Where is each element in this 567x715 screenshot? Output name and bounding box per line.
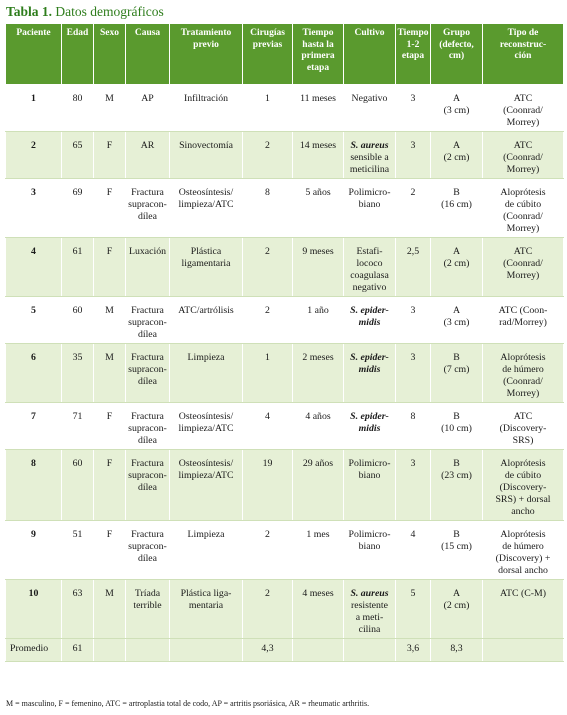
cell-grupo: A (2 cm) bbox=[431, 132, 483, 179]
table-body bbox=[6, 85, 564, 662]
cell-tiempo12: 2 bbox=[396, 179, 431, 238]
cell-sexo: F bbox=[94, 450, 126, 521]
avg-empty bbox=[170, 639, 243, 662]
header-grupo: Grupo (defecto, cm) bbox=[431, 24, 483, 85]
cell-paciente: 6 bbox=[6, 344, 62, 403]
cell-tiempo12: 8 bbox=[396, 403, 431, 450]
table-footnote: M = masculino, F = femenino, ATC = artroplastia total de codo, AP = artritis psoriásica, AR = rheumatic arthritis. bbox=[6, 699, 370, 708]
table-title-label: Tabla 1. bbox=[6, 4, 53, 19]
cell-causa: Fractura supracon- dílea bbox=[126, 403, 170, 450]
cell-tratamiento: Osteosíntesis/ limpieza/ATC bbox=[170, 403, 243, 450]
avg-empty bbox=[293, 639, 344, 662]
cell-cirugias: 1 bbox=[243, 85, 293, 132]
cell-paciente: 4 bbox=[6, 238, 62, 297]
cell-tiempo: 5 años bbox=[293, 179, 344, 238]
cell-causa: Luxación bbox=[126, 238, 170, 297]
cell-sexo: F bbox=[94, 403, 126, 450]
avg-label: Promedio bbox=[6, 639, 62, 662]
cell-sexo: M bbox=[94, 344, 126, 403]
cell-edad: 71 bbox=[62, 403, 94, 450]
cell-sexo: F bbox=[94, 238, 126, 297]
cell-cultivo: Polimicro- biano bbox=[344, 521, 396, 580]
table-row bbox=[6, 403, 564, 450]
cell-tiempo: 4 años bbox=[293, 403, 344, 450]
cell-sexo: M bbox=[94, 580, 126, 639]
cell-tiempo12: 3 bbox=[396, 297, 431, 344]
header-edad: Edad bbox=[62, 24, 94, 85]
cell-cirugias: 2 bbox=[243, 132, 293, 179]
cell-cirugias: 2 bbox=[243, 580, 293, 639]
cell-paciente: 2 bbox=[6, 132, 62, 179]
cell-paciente: 10 bbox=[6, 580, 62, 639]
cell-tipo: Aloprótesis de húmero (Coonrad/ Morrey) bbox=[483, 344, 564, 403]
header-tiempo: Tiempo hasta la primera etapa bbox=[293, 24, 344, 85]
cell-tratamiento: Osteosíntesis/ limpieza/ATC bbox=[170, 450, 243, 521]
avg-empty bbox=[126, 639, 170, 662]
avg-empty bbox=[94, 639, 126, 662]
cell-edad: 35 bbox=[62, 344, 94, 403]
cell-grupo: A (3 cm) bbox=[431, 297, 483, 344]
table-row bbox=[6, 85, 564, 132]
cell-paciente: 5 bbox=[6, 297, 62, 344]
header-cultivo: Cultivo bbox=[344, 24, 396, 85]
cell-grupo: B (16 cm) bbox=[431, 179, 483, 238]
cell-paciente: 1 bbox=[6, 85, 62, 132]
cell-tipo: ATC (Coon- rad/Morrey) bbox=[483, 297, 564, 344]
header-sexo: Sexo bbox=[94, 24, 126, 85]
table-title-text: Datos demográficos bbox=[55, 4, 164, 19]
avg-empty bbox=[344, 639, 396, 662]
table-row bbox=[6, 132, 564, 179]
average-row bbox=[6, 639, 564, 662]
table-row bbox=[6, 580, 564, 639]
cell-causa: Fractura supracon- dílea bbox=[126, 344, 170, 403]
cell-tipo: ATC (Coonrad/ Morrey) bbox=[483, 85, 564, 132]
cell-grupo: A (2 cm) bbox=[431, 580, 483, 639]
cell-tiempo12: 3 bbox=[396, 344, 431, 403]
cell-tratamiento: ATC/artrólisis bbox=[170, 297, 243, 344]
cell-tiempo: 29 años bbox=[293, 450, 344, 521]
cell-tratamiento: Limpieza bbox=[170, 344, 243, 403]
cell-cirugias: 2 bbox=[243, 238, 293, 297]
cell-grupo: A (2 cm) bbox=[431, 238, 483, 297]
cell-edad: 51 bbox=[62, 521, 94, 580]
table-row bbox=[6, 297, 564, 344]
cell-sexo: F bbox=[94, 132, 126, 179]
cell-grupo: B (15 cm) bbox=[431, 521, 483, 580]
table-title bbox=[6, 4, 164, 20]
cell-cultivo: S. epider- midis bbox=[344, 403, 396, 450]
cell-tipo: Aloprótesis de húmero (Discovery) + dorsal ancho bbox=[483, 521, 564, 580]
cell-tipo: Aloprótesis de cúbito (Coonrad/ Morrey) bbox=[483, 179, 564, 238]
header-causa: Causa bbox=[126, 24, 170, 85]
cell-tiempo: 1 mes bbox=[293, 521, 344, 580]
cell-sexo: F bbox=[94, 179, 126, 238]
table-row bbox=[6, 521, 564, 580]
avg-cirugias: 4,3 bbox=[243, 639, 293, 662]
cell-sexo: M bbox=[94, 85, 126, 132]
cell-grupo: B (10 cm) bbox=[431, 403, 483, 450]
cell-edad: 60 bbox=[62, 450, 94, 521]
cell-edad: 63 bbox=[62, 580, 94, 639]
cell-tiempo: 2 meses bbox=[293, 344, 344, 403]
cell-grupo: B (7 cm) bbox=[431, 344, 483, 403]
cell-tipo: Aloprótesis de cúbito (Discovery- SRS) + dorsal ancho bbox=[483, 450, 564, 521]
cell-edad: 61 bbox=[62, 238, 94, 297]
cell-causa: AR bbox=[126, 132, 170, 179]
cell-tiempo: 1 año bbox=[293, 297, 344, 344]
cell-tiempo12: 4 bbox=[396, 521, 431, 580]
table-row bbox=[6, 238, 564, 297]
cell-tratamiento: Plástica ligamentaria bbox=[170, 238, 243, 297]
cell-edad: 65 bbox=[62, 132, 94, 179]
cell-tratamiento: Sinovectomía bbox=[170, 132, 243, 179]
cell-tipo: ATC (Discovery- SRS) bbox=[483, 403, 564, 450]
avg-grupo: 8,3 bbox=[431, 639, 483, 662]
cell-cultivo: Estafi- lococo coagulasa negativo bbox=[344, 238, 396, 297]
cell-cultivo: Polimicro- biano bbox=[344, 179, 396, 238]
cell-cirugias: 19 bbox=[243, 450, 293, 521]
avg-empty bbox=[483, 639, 564, 662]
cell-tratamiento: Infiltración bbox=[170, 85, 243, 132]
cell-tiempo12: 3 bbox=[396, 85, 431, 132]
cell-tipo: ATC (Coonrad/ Morrey) bbox=[483, 132, 564, 179]
cell-tipo: ATC (Coonrad/ Morrey) bbox=[483, 238, 564, 297]
cell-paciente: 3 bbox=[6, 179, 62, 238]
cell-cirugias: 4 bbox=[243, 403, 293, 450]
cell-sexo: F bbox=[94, 521, 126, 580]
cell-cultivo: S. epider- midis bbox=[344, 297, 396, 344]
cell-tiempo: 14 meses bbox=[293, 132, 344, 179]
table-row bbox=[6, 450, 564, 521]
avg-edad: 61 bbox=[62, 639, 94, 662]
cell-tiempo: 4 meses bbox=[293, 580, 344, 639]
table-row bbox=[6, 344, 564, 403]
cell-paciente: 7 bbox=[6, 403, 62, 450]
header-paciente: Paciente bbox=[6, 24, 62, 85]
cell-sexo: M bbox=[94, 297, 126, 344]
cell-cirugias: 2 bbox=[243, 297, 293, 344]
cell-tiempo12: 3 bbox=[396, 132, 431, 179]
cell-tiempo: 9 meses bbox=[293, 238, 344, 297]
cell-cultivo: S. aureus resistente a meti- cilina bbox=[344, 580, 396, 639]
cell-causa: Fractura supracon- dílea bbox=[126, 521, 170, 580]
header-tipo: Tipo de reconstruc- ción bbox=[483, 24, 564, 85]
header-tratamiento: Tratamiento previo bbox=[170, 24, 243, 85]
header-cirugias: Cirugías previas bbox=[243, 24, 293, 85]
cell-grupo: B (23 cm) bbox=[431, 450, 483, 521]
cell-causa: Fractura supracon- dílea bbox=[126, 450, 170, 521]
header-tiempo12: Tiempo 1-2 etapa bbox=[396, 24, 431, 85]
table-row bbox=[6, 179, 564, 238]
cell-causa: Tríada terrible bbox=[126, 580, 170, 639]
cell-tiempo12: 3 bbox=[396, 450, 431, 521]
cell-causa: AP bbox=[126, 85, 170, 132]
cell-cultivo: S. epider- midis bbox=[344, 344, 396, 403]
cell-cirugias: 2 bbox=[243, 521, 293, 580]
demographics-table bbox=[5, 23, 564, 662]
cell-tiempo: 11 meses bbox=[293, 85, 344, 132]
cell-causa: Fractura supracon- dílea bbox=[126, 179, 170, 238]
cell-cirugias: 8 bbox=[243, 179, 293, 238]
cell-causa: Fractura supracon- dílea bbox=[126, 297, 170, 344]
cell-tratamiento: Limpieza bbox=[170, 521, 243, 580]
cell-tiempo12: 2,5 bbox=[396, 238, 431, 297]
cell-paciente: 8 bbox=[6, 450, 62, 521]
cell-edad: 80 bbox=[62, 85, 94, 132]
table-header-row bbox=[6, 24, 564, 85]
cell-edad: 69 bbox=[62, 179, 94, 238]
cell-cultivo: Polimicro- biano bbox=[344, 450, 396, 521]
cell-cirugias: 1 bbox=[243, 344, 293, 403]
cell-tratamiento: Osteosíntesis/ limpieza/ATC bbox=[170, 179, 243, 238]
cell-paciente: 9 bbox=[6, 521, 62, 580]
avg-tiempo12: 3,6 bbox=[396, 639, 431, 662]
cell-cultivo: Negativo bbox=[344, 85, 396, 132]
cell-tipo: ATC (C-M) bbox=[483, 580, 564, 639]
cell-cultivo: S. aureus sensible a meticilina bbox=[344, 132, 396, 179]
cell-edad: 60 bbox=[62, 297, 94, 344]
cell-tratamiento: Plástica liga- mentaria bbox=[170, 580, 243, 639]
cell-grupo: A (3 cm) bbox=[431, 85, 483, 132]
cell-tiempo12: 5 bbox=[396, 580, 431, 639]
